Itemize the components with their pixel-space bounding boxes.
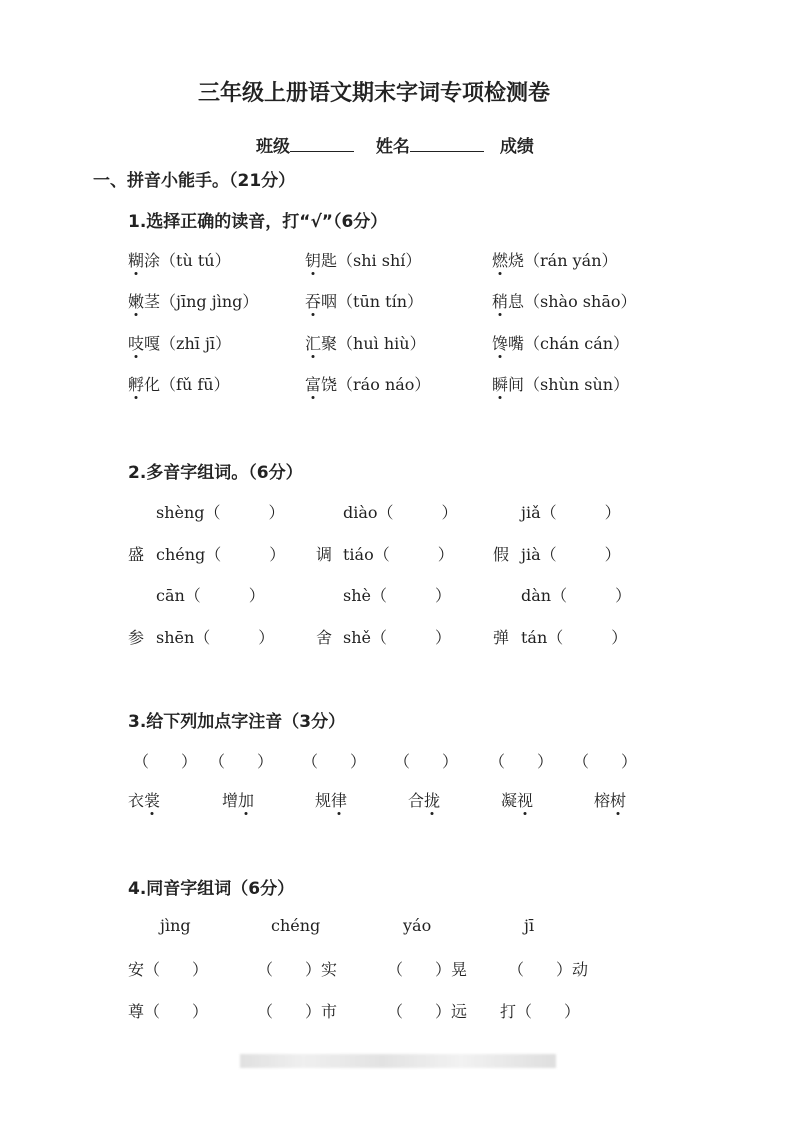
q2-polyphone-char: 舍 xyxy=(316,628,333,647)
q2-pinyin-blank[interactable]: tán（ ） xyxy=(521,628,628,647)
q1-char: 涂 xyxy=(144,251,161,270)
q1-options[interactable]: （shào shāo） xyxy=(524,292,637,311)
q3-answer-paren[interactable]: （ ） xyxy=(573,752,638,771)
q1-item xyxy=(492,372,629,395)
q4-pinyin: jī xyxy=(524,916,535,935)
q1-char: 间 xyxy=(508,375,525,394)
score-label: 成绩 xyxy=(499,137,534,157)
q2-polyphone-char: 盛 xyxy=(128,545,145,564)
q4-fill-blank[interactable]: （ ）远 xyxy=(387,1002,468,1021)
q2-polyphone-char: 参 xyxy=(128,628,145,647)
q3-answer-paren[interactable]: （ ） xyxy=(209,752,274,771)
q1-item xyxy=(128,372,230,395)
q2-pinyin-blank[interactable]: shě（ ） xyxy=(343,628,451,647)
q1-options[interactable]: （ráo náo） xyxy=(337,375,431,394)
q1-dotted-char: 孵 xyxy=(128,375,145,394)
q1-options[interactable]: （fǔ fū） xyxy=(160,375,230,394)
q1-char: 咽 xyxy=(321,292,338,311)
q3-dotted-char: 视 xyxy=(517,791,534,810)
q4-fill-blank[interactable]: 尊（ ） xyxy=(128,1002,209,1021)
q1-options[interactable]: （jīng jìng） xyxy=(160,292,259,311)
q3-dotted-char: 裳 xyxy=(144,791,161,810)
q3-char: 衣 xyxy=(128,791,145,810)
q1-dotted-char: 吱 xyxy=(128,334,145,353)
q2-pinyin-blank[interactable]: jiǎ（ ） xyxy=(521,503,621,522)
q3-char: 凝 xyxy=(501,791,518,810)
q1-item xyxy=(305,372,430,395)
q3-dotted-char: 拢 xyxy=(424,791,441,810)
q1-dotted-char: 馋 xyxy=(492,334,509,353)
q3-heading: 3.给下列加点字注音（3分） xyxy=(128,712,346,732)
q1-heading: 1.选择正确的读音，打“√”（6分） xyxy=(128,212,388,232)
class-blank[interactable] xyxy=(290,135,354,152)
q2-polyphone-char: 弹 xyxy=(493,628,510,647)
q2-pinyin-blank[interactable]: shèng（ ） xyxy=(156,503,285,522)
q4-fill-blank[interactable]: （ ）动 xyxy=(508,960,589,979)
q1-dotted-char: 燃 xyxy=(492,251,509,270)
q1-options[interactable]: （rán yán） xyxy=(524,251,618,270)
q1-options[interactable]: （tūn tín） xyxy=(337,292,424,311)
q3-answer-paren[interactable]: （ ） xyxy=(489,752,554,771)
q1-char: 嘎 xyxy=(144,334,161,353)
q3-word xyxy=(315,788,347,811)
q3-word xyxy=(501,788,533,811)
q3-word xyxy=(222,788,254,811)
q1-options[interactable]: （shi shí） xyxy=(337,251,422,270)
q1-char: 聚 xyxy=(321,334,338,353)
q1-item xyxy=(128,289,258,312)
q3-dotted-char: 树 xyxy=(610,791,627,810)
section1-heading: 一、拼音小能手。（21分） xyxy=(93,171,296,191)
q1-item xyxy=(492,289,637,312)
q3-word xyxy=(408,788,440,811)
q2-pinyin-blank[interactable]: jià（ ） xyxy=(521,545,621,564)
q1-dotted-char: 稍 xyxy=(492,292,509,311)
q2-pinyin-blank[interactable]: dàn（ ） xyxy=(521,586,632,605)
q2-polyphone-char: 假 xyxy=(493,545,510,564)
name-label: 姓名 xyxy=(375,137,410,157)
q3-char: 榕 xyxy=(594,791,611,810)
q2-pinyin-blank[interactable]: shè（ ） xyxy=(343,586,451,605)
q3-word xyxy=(128,788,160,811)
q1-item xyxy=(492,331,629,354)
q3-char: 增 xyxy=(222,791,239,810)
q3-dotted-char: 律 xyxy=(331,791,348,810)
q1-dotted-char: 瞬 xyxy=(492,375,509,394)
q1-char: 茎 xyxy=(144,292,161,311)
q1-char: 化 xyxy=(144,375,161,394)
q3-answer-paren[interactable]: （ ） xyxy=(302,752,367,771)
q3-dotted-char: 加 xyxy=(238,791,255,810)
q4-pinyin: yáo xyxy=(403,916,432,935)
q1-item xyxy=(305,331,426,354)
q4-fill-blank[interactable]: 安（ ） xyxy=(128,960,209,979)
q1-dotted-char: 富 xyxy=(305,375,322,394)
q1-item xyxy=(305,248,421,271)
q1-item xyxy=(305,289,423,312)
q1-dotted-char: 糊 xyxy=(128,251,145,270)
name-blank[interactable] xyxy=(410,135,484,152)
q1-options[interactable]: （huì hiù） xyxy=(337,334,426,353)
q4-pinyin: jìng xyxy=(160,916,191,935)
q1-dotted-char: 汇 xyxy=(305,334,322,353)
q2-heading: 2.多音字组词。（6分） xyxy=(128,463,303,483)
q4-fill-blank[interactable]: （ ）市 xyxy=(257,1002,338,1021)
q1-char: 烧 xyxy=(508,251,525,270)
q4-fill-blank[interactable]: 打（ ） xyxy=(500,1002,581,1021)
q1-dotted-char: 吞 xyxy=(305,292,322,311)
q1-dotted-char: 嫩 xyxy=(128,292,145,311)
q2-pinyin-blank[interactable]: chéng（ ） xyxy=(156,545,286,564)
class-label: 班级 xyxy=(256,137,290,157)
q2-pinyin-blank[interactable]: cān（ ） xyxy=(156,586,265,605)
q4-heading: 4.同音字组词（6分） xyxy=(128,879,295,899)
q3-answer-paren[interactable]: （ ） xyxy=(394,752,459,771)
q3-answer-paren[interactable]: （ ） xyxy=(133,752,198,771)
q1-item xyxy=(128,248,231,271)
page-title: 三年级上册语文期末字词专项检测卷 xyxy=(197,81,550,106)
q4-fill-blank[interactable]: （ ）实 xyxy=(257,960,338,979)
q4-pinyin: chéng xyxy=(271,916,321,935)
q1-options[interactable]: （chán cán） xyxy=(524,334,630,353)
q1-char: 饶 xyxy=(321,375,338,394)
q3-char: 合 xyxy=(408,791,425,810)
q1-item xyxy=(492,248,618,271)
q1-char: 嘴 xyxy=(508,334,525,353)
q2-pinyin-blank[interactable]: shēn（ ） xyxy=(156,628,275,647)
q1-options[interactable]: （shùn sùn） xyxy=(524,375,630,394)
q1-dotted-char: 钥 xyxy=(305,251,322,270)
blurred-footer xyxy=(240,1054,556,1068)
header-info-line xyxy=(256,132,534,157)
q2-pinyin-blank[interactable]: tiáo（ ） xyxy=(343,545,454,564)
q3-word xyxy=(594,788,626,811)
q2-pinyin-blank[interactable]: diào（ ） xyxy=(343,503,458,522)
q1-item xyxy=(128,331,231,354)
q3-char: 规 xyxy=(315,791,332,810)
q1-options[interactable]: （tù tú） xyxy=(160,251,231,270)
q4-fill-blank[interactable]: （ ）晃 xyxy=(387,960,468,979)
q2-polyphone-char: 调 xyxy=(316,545,333,564)
q1-char: 息 xyxy=(508,292,525,311)
q1-options[interactable]: （zhī jī） xyxy=(160,334,232,353)
q1-char: 匙 xyxy=(321,251,338,270)
